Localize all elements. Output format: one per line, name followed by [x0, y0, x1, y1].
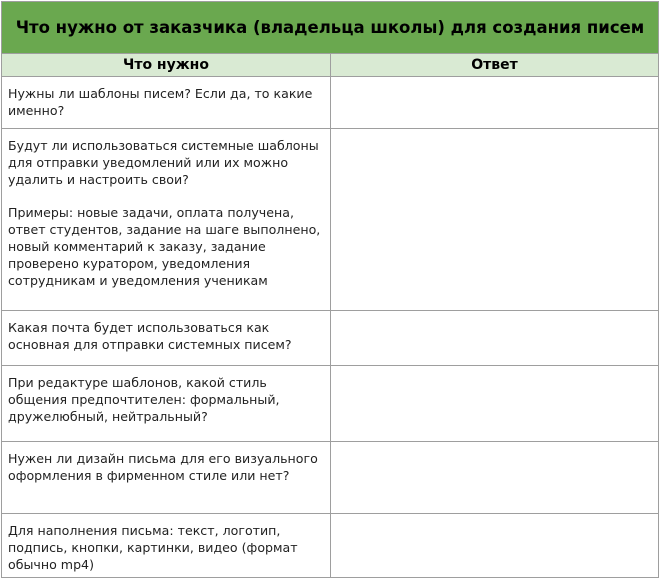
question-cell[interactable]	[2, 366, 331, 442]
answer-cell[interactable]	[331, 129, 659, 311]
question-text: Для наполнения письма: текст, логотип, подпись, кнопки, картинки, видео (формат обычно mp4)	[8, 523, 298, 572]
question-cell[interactable]	[2, 514, 331, 578]
table-row	[2, 514, 659, 578]
question-cell[interactable]	[2, 77, 331, 129]
question-cell[interactable]	[2, 311, 331, 366]
question-text: При редактуре шаблонов, какой стиль общения предпочтителен: формальный, дружелюбный, нейтральный?	[8, 375, 280, 424]
table-title[interactable]: Что нужно от заказчика (владельца школы) для создания писем	[2, 2, 659, 54]
examples-note: Примеры: новые задачи, оплата получена, ответ студентов, задание на шаге выполнено, новый комментарий к заказу, задание проверено куратором, уведомления сотрудникам и уведомления ученикам	[8, 205, 321, 288]
question-text: Какая почта будет использоваться как основная для отправки системных писем?	[8, 320, 292, 352]
answer-cell[interactable]	[331, 366, 659, 442]
answer-cell[interactable]	[331, 442, 659, 514]
question-text: Нужны ли шаблоны писем? Если да, то какие именно?	[8, 86, 313, 118]
question-cell[interactable]	[2, 442, 331, 514]
title-row	[2, 2, 659, 54]
table-row	[2, 442, 659, 514]
header-row	[2, 54, 659, 77]
answer-cell[interactable]	[331, 514, 659, 578]
question-text: Будут ли использоваться системные шаблоны для отправки уведомлений или их можно удалить и настроить свои?	[8, 138, 319, 187]
table-row	[2, 129, 659, 311]
table-row	[2, 366, 659, 442]
question-cell[interactable]	[2, 129, 331, 311]
answer-cell[interactable]	[331, 77, 659, 129]
table-row	[2, 77, 659, 129]
question-text: Нужен ли дизайн письма для его визуального оформления в фирменном стиле или нет?	[8, 451, 318, 483]
column-header-question[interactable]: Что нужно	[2, 54, 331, 77]
table-row	[2, 311, 659, 366]
column-header-answer[interactable]: Ответ	[331, 54, 659, 77]
requirements-table	[1, 1, 659, 578]
answer-cell[interactable]	[331, 311, 659, 366]
